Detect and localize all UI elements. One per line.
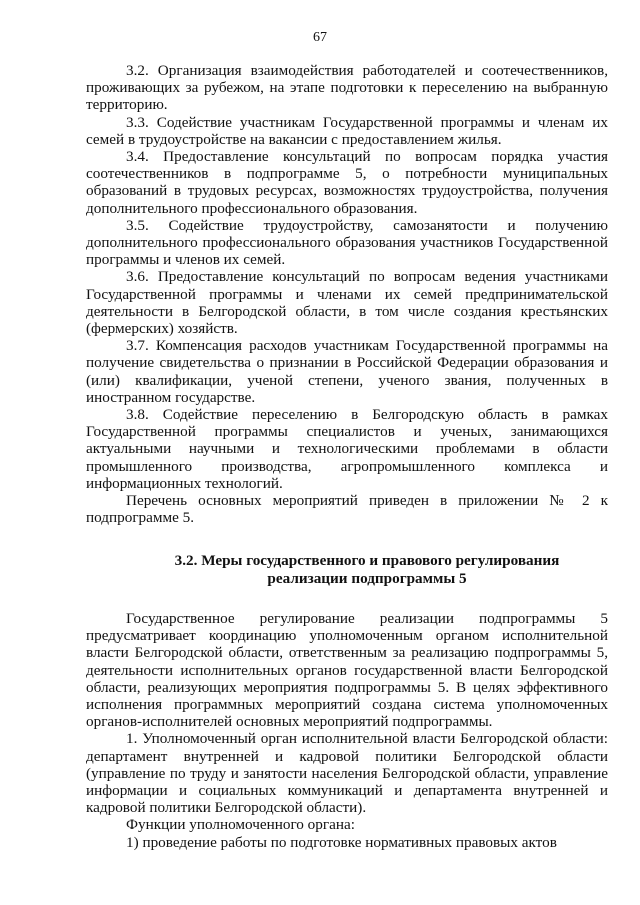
paragraph-3-7: 3.7. Компенсация расходов участникам Государственной программы на получение свидетельства о признании в Российской Федерации образования и (или) квалификации, ученой степени, ученого звания, полученных в иностранном государстве. (86, 337, 608, 406)
paragraph-authorized-body: 1. Уполномоченный орган исполнительной власти Белгородской области: департамент внутренней и кадровой политики Белгородской области (управление по труду и занятости населения Белгородской области, управление информации и социальных коммуникаций и департамента внутренней и кадровой политики Белгородской области). (86, 730, 608, 817)
paragraph-state-regulation: Государственное регулирование реализации подпрограммы 5 предусматривает координацию уполномоченным органом исполнительной власти Белгородской области, ответственным за реализацию подпрограммы 5, деятельности исполнительных органов государственной власти Белгородской области, реализующих мероприятия подпрограммы 5. В целях эффективного исполнения программных мероприятий создана система уполномоченных органов-исполнителей основных мероприятий подпрограммы. (86, 609, 608, 731)
section-heading-line-1: 3.2. Меры государственного и правового регулирования (174, 552, 560, 570)
paragraph-3-4: 3.4. Предоставление консультаций по вопросам порядка участия соотечественников в подпрограмме 5, о потребности муниципальных образований в трудовых ресурсах, возможностях трудоустройства, получения дополнительного профессионального образования. (86, 148, 608, 217)
paragraph-functions-heading: Функции уполномоченного органа: (126, 816, 355, 834)
paragraph-3-8: 3.8. Содействие переселению в Белгородскую область в рамках Государственной программы специалистов и ученых, занимающихся актуальными научными и технологическими проблемами в области промышленного производства, агропромышленного комплекса и информационных технологий. (86, 406, 608, 492)
paragraph-3-2: 3.2. Организация взаимодействия работодателей и соотечественников, проживающих за рубежом, на этапе подготовки к переселению на выбранную территорию. (86, 62, 608, 114)
document-body (86, 62, 608, 851)
paragraph-3-3: 3.3. Содействие участникам Государственной программы и членам их семей в трудоустройстве на вакансии с предоставлением жилья. (86, 113, 608, 148)
section-heading-line-2: реализации подпрограммы 5 (267, 569, 467, 587)
page-number: 67 (313, 30, 327, 45)
section-heading (86, 552, 608, 586)
paragraph-activities-list: Перечень основных мероприятий приведен в приложении № 2 к подпрограмме 5. (86, 492, 608, 527)
paragraph-function-1: 1) проведение работы по подготовке нормативных правовых актов (126, 833, 557, 851)
paragraph-3-5: 3.5. Содействие трудоустройству, самозанятости и получению дополнительного профессионального образования участников Государственной программы и членов их семей. (86, 216, 608, 269)
paragraph-3-6: 3.6. Предоставление консультаций по вопросам ведения участниками Государственной программы и членами их семей предпринимательской деятельности в Белгородской области, в том числе создания крестьянских (фермерских) хозяйств. (86, 268, 608, 338)
